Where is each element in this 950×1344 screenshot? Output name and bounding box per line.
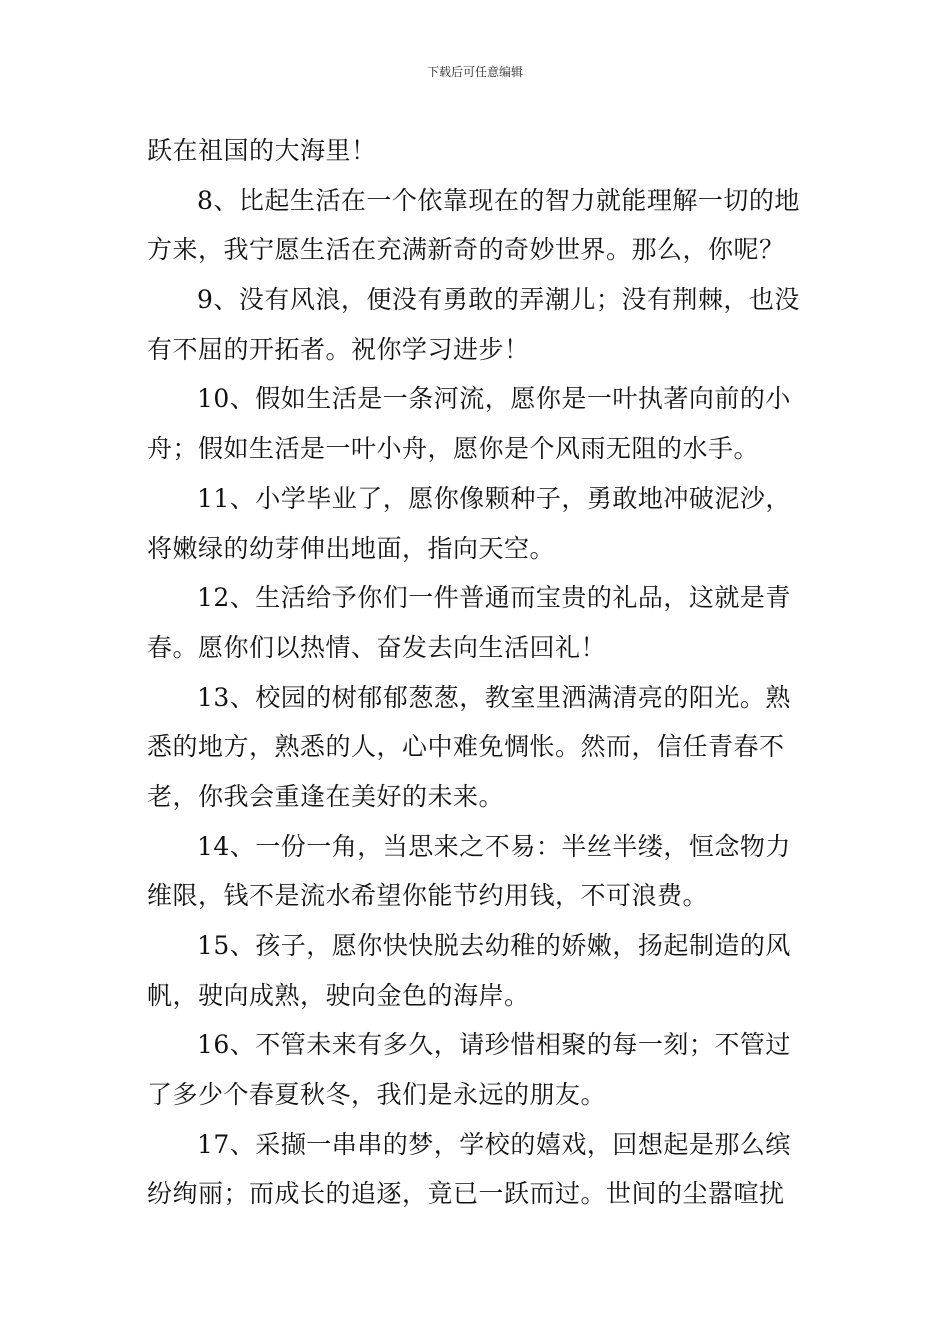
paragraph-line: 跃在祖国的大海里！ bbox=[147, 136, 377, 165]
paragraph-first-line: 12、生活给予你们一件普通而宝贵的礼品，这就是青 bbox=[197, 583, 791, 613]
page-header: 下载后可任意编辑 bbox=[426, 65, 523, 79]
paragraph-line: 春。愿你们以热情、奋发去向生活回礼！ bbox=[147, 632, 607, 662]
paragraph-first-line: 11、小学毕业了，愿你像颗种子，勇敢地冲破泥沙， bbox=[197, 483, 791, 513]
paragraph-line: 将嫩绿的幼芽伸出地面，指向天空。 bbox=[147, 533, 556, 563]
paragraph-first-line: 16、不管未来有多久，请珍惜相聚的每一刻；不管过 bbox=[197, 1030, 791, 1060]
paragraph-line: 有不屈的开拓者。祝你学习进步！ bbox=[147, 334, 530, 364]
paragraph-first-line: 15、孩子，愿你快快脱去幼稚的娇嫩，扬起制造的风 bbox=[197, 931, 791, 960]
paragraph-line: 方来，我宁愿生活在充满新奇的奇妙世界。那么，你呢？ bbox=[147, 235, 785, 265]
paragraph-first-line: 14、一份一角，当思来之不易：半丝半缕，恒念物力 bbox=[197, 831, 791, 861]
paragraph-first-line: 10、假如生活是一条河流，愿你是一叶执著向前的小 bbox=[197, 384, 791, 414]
paragraph-first-line: 9、没有风浪，便没有勇敢的弄潮儿；没有荆棘，也没 bbox=[197, 285, 800, 315]
paragraph-line: 悉的地方，熟悉的人，心中难免惆怅。然而，信任青春不 bbox=[147, 732, 785, 762]
paragraph-line: 纷绚丽；而成长的追逐，竟已一跃而过。世间的尘嚣喧扰 bbox=[147, 1179, 785, 1209]
paragraph-line: 舟；假如生活是一叶小舟，愿你是个风雨无阻的水手。 bbox=[147, 434, 760, 464]
paragraph-line: 老，你我会重逢在美好的未来。 bbox=[147, 781, 505, 811]
paragraph-line: 帆，驶向成熟，驶向金色的海岸。 bbox=[147, 980, 530, 1010]
paragraph-first-line: 8、比起生活在一个依靠现在的智力就能理解一切的地 bbox=[197, 185, 800, 215]
paragraph-first-line: 17、采撷一串串的梦，学校的嬉戏，回想起是那么缤 bbox=[197, 1129, 791, 1159]
paragraph-line: 了多少个春夏秋冬，我们是永远的朋友。 bbox=[147, 1080, 607, 1110]
body-text bbox=[147, 126, 807, 1219]
paragraph-first-line: 13、校园的树郁郁葱葱，教室里洒满清亮的阳光。熟 bbox=[197, 682, 791, 712]
paragraph-line: 维限，钱不是流水希望你能节约用钱，不可浪费。 bbox=[147, 881, 709, 911]
